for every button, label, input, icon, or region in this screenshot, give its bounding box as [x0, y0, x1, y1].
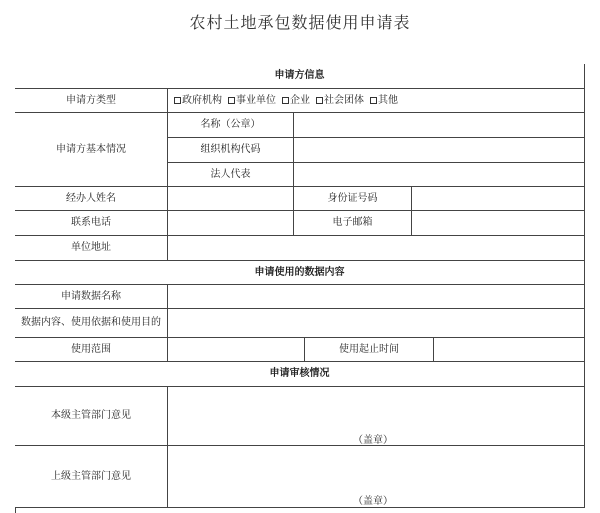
scope-label: 使用范围 — [15, 338, 168, 362]
period-label: 使用起止时间 — [305, 338, 434, 362]
handler-name-label: 经办人姓名 — [15, 187, 168, 211]
form-title: 农村土地承包数据使用申请表 — [189, 13, 411, 32]
option-social-group[interactable]: 社会团体 — [316, 95, 364, 107]
section-data-heading: 申请使用的数据内容 — [15, 261, 585, 285]
handler-name-field[interactable] — [168, 187, 294, 211]
option-government[interactable]: 政府机构 — [174, 95, 222, 107]
checkbox-icon[interactable] — [370, 97, 377, 104]
name-seal-field[interactable] — [294, 113, 585, 138]
option-institution[interactable]: 事业单位 — [228, 95, 276, 107]
id-number-field[interactable] — [412, 187, 585, 211]
option-other[interactable]: 其他 — [370, 95, 398, 107]
upper-stamp-label: （盖章） — [353, 496, 393, 507]
section-applicant-heading: 申请方信息 — [15, 64, 585, 89]
name-seal-label: 名称（公章） — [168, 113, 294, 138]
checkbox-icon[interactable] — [174, 97, 181, 104]
legal-rep-label: 法人代表 — [168, 163, 294, 187]
local-opinion-label: 本级主管部门意见 — [15, 387, 168, 446]
period-field[interactable] — [434, 338, 585, 362]
applicant-type-options — [168, 89, 585, 113]
checkbox-icon[interactable] — [316, 97, 323, 104]
address-field[interactable] — [168, 236, 585, 261]
checkbox-icon[interactable] — [228, 97, 235, 104]
option-enterprise[interactable]: 企业 — [282, 95, 310, 107]
applicant-basic-label: 申请方基本情况 — [15, 113, 168, 187]
phone-label: 联系电话 — [15, 211, 168, 236]
address-label: 单位地址 — [15, 236, 168, 261]
section-review-heading: 申请审核情况 — [15, 362, 585, 387]
applicant-type-label: 申请方类型 — [15, 89, 168, 113]
purpose-field[interactable] — [168, 309, 585, 338]
data-name-field[interactable] — [168, 285, 585, 309]
checkbox-icon[interactable] — [282, 97, 289, 104]
legal-rep-field[interactable] — [294, 163, 585, 187]
email-label: 电子邮箱 — [294, 211, 412, 236]
local-stamp-label: （盖章） — [353, 435, 393, 446]
id-number-label: 身份证号码 — [294, 187, 412, 211]
purpose-label: 数据内容、使用依据和使用目的 — [15, 309, 168, 338]
email-field[interactable] — [412, 211, 585, 236]
data-name-label: 申请数据名称 — [15, 285, 168, 309]
org-code-label: 组织机构代码 — [168, 138, 294, 163]
upper-opinion-label: 上级主管部门意见 — [15, 446, 168, 508]
org-code-field[interactable] — [294, 138, 585, 163]
phone-field[interactable] — [168, 211, 294, 236]
scope-field[interactable] — [168, 338, 305, 362]
